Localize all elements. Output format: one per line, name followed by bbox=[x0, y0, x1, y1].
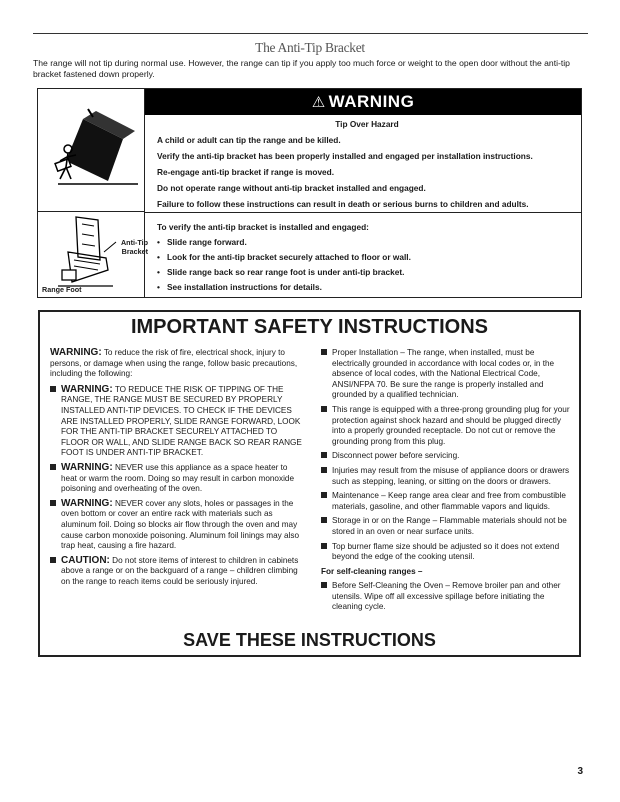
intro-text: To reduce the risk of fire, electrical shock, injury to persons, or damage when using the range, follow basic precautions, including the following: bbox=[50, 348, 298, 379]
safety-left-column bbox=[50, 348, 302, 591]
item-text: Top burner flame size should be adjusted so it does not extend beyond the edge of the cooking utensil. bbox=[332, 541, 560, 562]
bullet-square-icon bbox=[50, 500, 56, 506]
item-text: NEVER cover any slots, holes or passages in the oven bottom or cover an entire rack with materials such as aluminum foil. Doing so blocks air flow through the oven and may cause carbon monoxide poisoning. Aluminum foil linings may also trap heat, causing a fire hazard. bbox=[61, 498, 300, 551]
verify-bullet: • See installation instructions for details. bbox=[157, 282, 577, 292]
item-text: TO REDUCE THE RISK OF TIPPING OF THE RANGE, THE RANGE MUST BE SECURED BY PROPERLY INSTALLED ANTI-TIP DEVICES. TO CHECK IF THE DEVICES ARE INSTALLED PROPERLY, SLIDE RANGE FORWARD, LOOK FOR THE ANTI-TIP BRACKET SECURELY ATTACHED TO FLOOR OR WALL, AND SLIDE RANGE BACK SO REAR RANGE FOOT IS UNDER ANTI-TIP BRACKET. bbox=[61, 384, 302, 458]
warning-line: A child or adult can tip the range and be killed. bbox=[157, 135, 341, 145]
bullet-square-icon bbox=[50, 557, 56, 563]
item-text: Disconnect power before servicing. bbox=[332, 451, 460, 461]
anti-tip-bracket-label: Anti-Tip Bracket bbox=[120, 238, 148, 256]
safety-item bbox=[50, 556, 302, 588]
safety-item bbox=[321, 466, 574, 487]
safety-item bbox=[321, 348, 574, 401]
safety-item bbox=[321, 451, 574, 462]
intro-paragraph: The range will not tip during normal use. However, the range can tip if you apply too much force or weight to the open door without the anti-tip bracket fastened down properly. bbox=[33, 58, 570, 79]
item-text: Injuries may result from the misuse of appliance doors or drawers such as stepping, leaning, or sitting on the doors or drawers. bbox=[332, 465, 570, 486]
bullet-square-icon bbox=[321, 467, 327, 473]
bullet-square-icon bbox=[50, 386, 56, 392]
safety-title: IMPORTANT SAFETY INSTRUCTIONS bbox=[130, 316, 489, 338]
verify-lead: To verify the anti-tip bracket is installed and engaged: bbox=[157, 222, 369, 232]
bullet-square-icon bbox=[321, 517, 327, 523]
bullet-square-icon bbox=[321, 349, 327, 355]
item-text: Maintenance – Keep range area clear and free from combustible materials, gasoline, and other flammable vapors and liquids. bbox=[332, 491, 566, 511]
section-title: The Anti-Tip Bracket bbox=[255, 40, 365, 55]
safety-item bbox=[321, 491, 574, 512]
bullet-square-icon bbox=[321, 452, 327, 458]
safety-intro bbox=[50, 348, 302, 380]
safety-right-column bbox=[321, 348, 574, 617]
item-keyword: WARNING: bbox=[61, 497, 113, 509]
warning-line: Failure to follow these instructions can result in death or serious burns to children and adults. bbox=[157, 199, 529, 209]
intro-keyword: WARNING: bbox=[50, 347, 102, 358]
item-text: Storage in or on the Range – Flammable materials should not be stored in an oven or near surface units. bbox=[332, 516, 567, 536]
verify-bullet: • Look for the anti-tip bracket securely attached to floor or wall. bbox=[157, 252, 577, 262]
safety-item bbox=[50, 499, 302, 552]
bullet-square-icon bbox=[321, 492, 327, 498]
safety-item bbox=[321, 581, 574, 613]
page-number: 3 bbox=[577, 766, 583, 777]
item-text: This range is equipped with a three-prong grounding plug for your protection against shock hazard and should be plugged directly into a properly grounded receptacle. Do not cut or remove the grounding prong from this plug. bbox=[332, 404, 570, 446]
item-keyword: CAUTION: bbox=[61, 554, 110, 566]
warning-triangle-icon: ⚠ bbox=[311, 94, 326, 111]
self-clean-heading: For self-cleaning ranges – bbox=[321, 566, 423, 576]
item-text: NEVER use this appliance as a space heater to heat or warm the room. Doing so may result in carbon monoxide poisoning and overheating of the oven. bbox=[61, 462, 294, 494]
warning-line: Do not operate range without anti-tip bracket installed and engaged. bbox=[157, 183, 426, 193]
warning-line: Re-engage anti-tip bracket if range is moved. bbox=[157, 167, 335, 177]
warning-text bbox=[157, 119, 577, 215]
warning-banner-text: WARNING bbox=[328, 92, 415, 111]
safety-item bbox=[50, 385, 302, 459]
safety-item bbox=[50, 463, 302, 495]
safety-item bbox=[321, 405, 574, 447]
item-text: Proper Installation – The range, when installed, must be electrically grounded in accordance with local codes or, in the absence of local codes, with the National Electrical Code, ANSI/NFPA 70. Be sure the range is properly installed and grounded by a qualified technician. bbox=[332, 348, 555, 400]
hazard-title: Tip Over Hazard bbox=[335, 119, 399, 129]
warning-line: Verify the anti-tip bracket has been properly installed and engaged per installation instructions. bbox=[157, 151, 533, 161]
verify-bullet: • Slide range back so rear range foot is under anti-tip bracket. bbox=[157, 267, 577, 277]
verify-bullet: • Slide range forward. bbox=[157, 237, 577, 247]
bullet-square-icon bbox=[321, 406, 327, 412]
verify-instructions bbox=[157, 222, 577, 297]
range-foot-label: Range Foot bbox=[42, 285, 82, 294]
item-text: Before Self-Cleaning the Oven – Remove broiler pan and other utensils. Wipe off all excessive spillage before initiating the cleaning cycle. bbox=[332, 581, 561, 612]
item-keyword: WARNING: bbox=[61, 461, 113, 473]
bullet-square-icon bbox=[321, 582, 327, 588]
safety-item bbox=[321, 516, 574, 537]
bullet-square-icon bbox=[321, 543, 327, 549]
warning-box bbox=[37, 88, 582, 298]
safety-item bbox=[321, 542, 574, 563]
warning-banner bbox=[145, 89, 581, 115]
item-text: Do not store items of interest to children in cabinets above a range or on the backguard of a range – children climbing on the range to reach items could be seriously injured. bbox=[61, 555, 299, 586]
save-instructions-heading: SAVE THESE INSTRUCTIONS bbox=[183, 630, 436, 650]
tip-over-illustration bbox=[38, 89, 145, 212]
bullet-square-icon bbox=[50, 464, 56, 470]
tip-over-icon bbox=[38, 89, 144, 211]
item-keyword: WARNING: bbox=[61, 383, 113, 395]
safety-instructions-box bbox=[38, 310, 581, 657]
top-rule bbox=[33, 33, 588, 34]
warning-divider bbox=[145, 212, 581, 213]
